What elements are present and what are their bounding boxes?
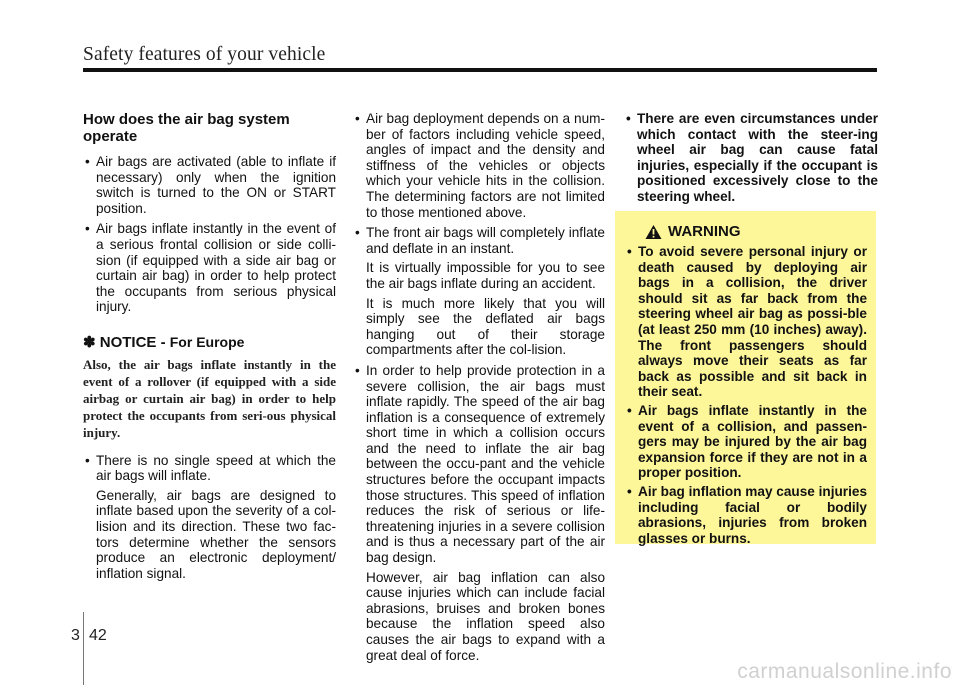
list-item-paragraph: Generally, air bags are designed to inflate based upon the severity of a col-lision and its direction. These two fac-tors determine whether the sensors produce an electronic deployment/ inflation signal. [96, 487, 336, 581]
list-item-paragraph: It is virtually impossible for you to see the air bags inflate during an accident. [366, 260, 605, 291]
list-item: • Air bags inflate instantly in the event of a serious frontal collision or side colli-sion (if equipped with a side air bag or curtain air bag) in order to help protect the occupants from serious physical injury. [83, 221, 336, 315]
list-item [83, 453, 336, 582]
list-item: • Air bag deployment depends on a num-ber of factors including vehicle speed, angles of impact and the density and stiffness of the vehicles or objects which your vehicle hits in the collision. The determining factors are not limited to those mentioned above. [353, 111, 605, 220]
list-item: • Air bags are activated (able to inflate if necessary) only when the ignition switch is turned to the ON or START position. [83, 154, 336, 216]
warning-triangle-icon [645, 224, 662, 240]
section-heading: How does the air bag system operate [83, 111, 290, 145]
warning-list [625, 244, 867, 546]
notice-star-icon: ✽ [83, 333, 96, 351]
notice-region: For Europe [169, 333, 245, 350]
list-item [353, 225, 605, 358]
warning-heading [645, 223, 867, 240]
list-item-paragraph: It is much more likely that you will simply see the deflated air bags hanging out of their storage compartments after the col-lision. [366, 295, 605, 358]
warning-item: • Air bags inflate instantly in the event of a collision, and passen-gers may be injured by the air bag expansion force if they are not in a proper position. [625, 403, 867, 481]
column-1 [83, 111, 336, 586]
chapter-number: 3 [71, 627, 80, 644]
notice-heading [83, 335, 336, 351]
footer-divider [83, 612, 84, 685]
bullet-list [353, 111, 605, 663]
column-2 [353, 111, 605, 668]
watermark: carmanualsonline.info [737, 660, 952, 683]
list-item-text: The front air bags will completely inflate and deflate in an instant. [366, 225, 605, 256]
list-item-text: In order to help provide protection in a severe collision, the air bags must inflate rapidly. The speed of the air bag inflation is a consequence of extremely short time in which a collision occurs and the need to inflate the air bag between the occu-pant and the vehicle structures before the occupant impacts those structures. This speed of inflation reduces the risk of serious or life-threatening injuries in a severe collision and is thus a necessary part of the air bag design. [366, 362, 605, 566]
page-header-title: Safety features of your vehicle [83, 44, 326, 65]
bullet-list [624, 111, 878, 205]
header-rule [83, 68, 877, 72]
list-item-paragraph: However, air bag inflation can also cause injuries which can include facial abrasions, bruises and broken bones because the inflation speed also causes the air bags to expand with a great deal of force. [366, 569, 605, 663]
list-item-text: There is no single speed at which the air bags will inflate. [96, 452, 336, 484]
warning-item: • To avoid severe personal injury or death caused by deploying air bags in a collision, the driver should sit as far back from the steering wheel air bag as possi-ble (at least 250 mm (10 inches) away). The front passengers should always move their seats as far back as possible and sit back in their seat. [625, 244, 867, 400]
warning-title: WARNING [668, 223, 741, 240]
warning-box [615, 211, 876, 544]
bullet-list [83, 154, 336, 315]
page-number: 42 [89, 627, 107, 644]
notice-body: Also, the air bags inflate instantly in the event of a rollover (if equipped with a side airbag or curtain air bag) in order to help protect the occupants from seri-ous physical injury. [83, 356, 336, 440]
notice-title: NOTICE - [99, 333, 170, 351]
list-item: • There are even circumstances under which contact with the steer-ing wheel air bag can cause fatal injuries, especially if the occupant is positioned excessively close to the steering wheel. [624, 111, 878, 205]
list-item [353, 363, 605, 663]
column-3 [624, 111, 878, 210]
warning-item: • Air bag inflation may cause injuries including facial or bodily abrasions, injuries from broken glasses or burns. [625, 484, 867, 546]
bullet-list [83, 453, 336, 582]
